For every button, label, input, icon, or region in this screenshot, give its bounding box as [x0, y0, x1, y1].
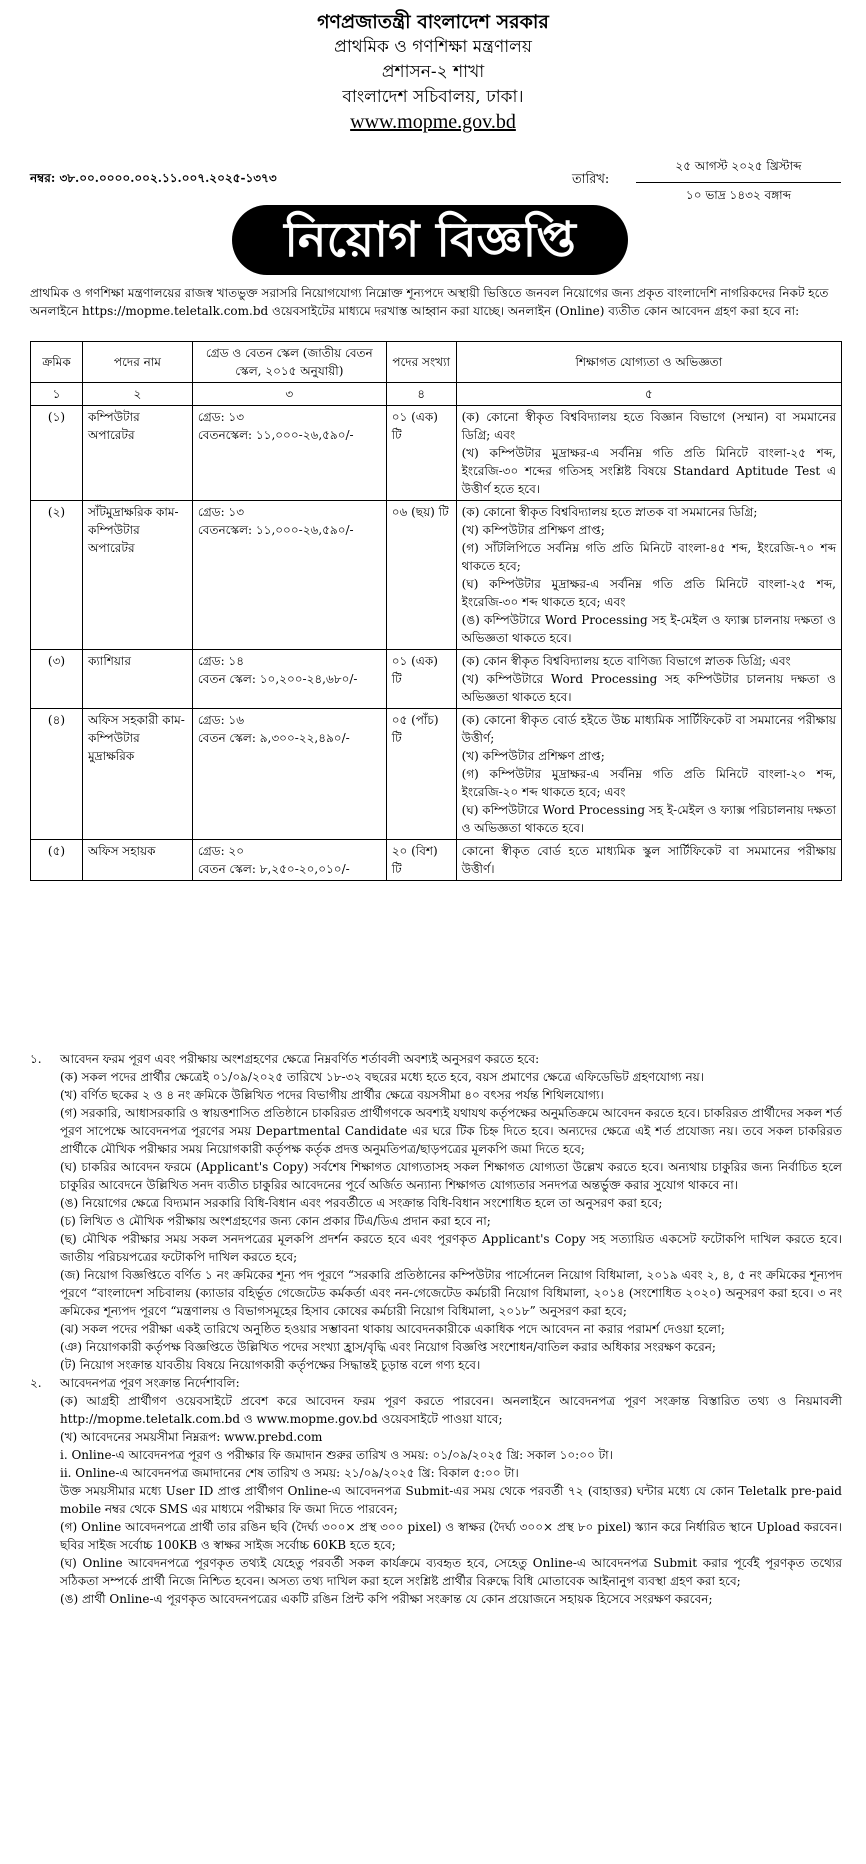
post-grade-scale [192, 840, 386, 881]
qualification-item: (ক) কোনো স্বীকৃত বিশ্ববিদ্যালয় হতে স্নাতক বা সমমানের ডিগ্রি; [461, 505, 758, 519]
column-number: ৩ [192, 383, 386, 406]
letterhead [0, 10, 866, 135]
post-qualification [456, 406, 841, 501]
qualification-item: (গ) কম্পিউটার মুদ্রাক্ষর-এ সর্বনিম্ন গতি প্রতি মিনিটে বাংলা-২০ শব্দ, ইংরেজি-২০ শব্দ থাকতে হবে; এবং [461, 767, 836, 799]
qualification-item: (খ) কম্পিউটার মুদ্রাক্ষর-এ সর্বনিম্ন গতি প্রতি মিনিটে বাংলা-২৫ শব্দ, ইংরেজি-৩০ শব্দের গতিসহ সংশ্লিষ্ট বিষয়ে Standard Aptitude Test এ উত্তীর্ণ হতে হবে। [461, 446, 836, 496]
condition-item: (চ) লিখিত ও মৌখিক পরীক্ষায় অংশগ্রহণের জন্য কোন প্রকার টিএ/ডিএ প্রদান করা হবে না; [60, 1214, 491, 1228]
post-serial: (২) [31, 501, 83, 650]
condition-item: (জ) নিয়োগ বিজ্ঞপ্তিতে বর্ণিত ১ নং ক্রমিকের শূন্য পদ পূরণে “সরকারি প্রতিষ্ঠানের কম্পিউটার পার্সোনেল নিয়োগ বিধিমালা, ২০১৯ এবং ২, ৪, ৫ নং ক্রমিকের শূন্যপদ পূরণে “বাংলাদেশ সচিবালয় (ক্যাডার বহির্ভূত গেজেটেড কর্মকর্তা এবং নন-গেজেটেড কর্মচারী নিয়োগ বিধিমালা, ২০১৪ (সংশোধিত ২০২০) অনুসরণ করা হবে। ৩ নং ক্রমিকের শূন্যপদ পূরণে “মন্ত্রণালয় ও বিভাগসমূহের হিসাব কোষের কর্মচারী নিয়োগ বিধিমালা, ২০১৮” অনুসরণ করা হবে; [60, 1268, 842, 1318]
post-count: ২০ (বিশ) টি [386, 840, 456, 881]
condition-item: (ঝ) সকল পদের পরীক্ষা একই তারিখে অনুষ্ঠিত হওয়ার সম্ভাবনা থাকায় আবেদনকারীকে একাধিক পদে আবেদন না করার পরামর্শ দেওয়া হলো; [60, 1322, 725, 1336]
post-grade: গ্রেড: ১৩ [197, 505, 245, 519]
condition-item: (গ) Online আবেদনপত্রে প্রার্থী তার রঙিন ছবি (দৈর্ঘ্য ৩০০× প্রস্থ ৩০০ pixel) ও স্বাক্ষর (দৈর্ঘ্য ৩০০× প্রস্থ ৮০ pixel) স্ক্যান করে নির্ধারিত স্থানে Upload করবেন। ছবির সাইজ সর্বোচ্চ 100KB ও স্বাক্ষর সাইজ সর্বোচ্চ 60KB হতে হবে; [60, 1520, 842, 1552]
post-grade-scale [192, 650, 386, 709]
qualification-item: (ক) কোনো স্বীকৃত বিশ্ববিদ্যালয় হতে বিজ্ঞান বিভাগে (সম্মান) বা সমমানের ডিগ্রি; এবং [461, 410, 836, 442]
header-grade-scale: গ্রেড ও বেতন স্কেল (জাতীয় বেতন স্কেল, ২০১৫ অনুযায়ী) [192, 342, 386, 383]
post-name: সাঁটমুদ্রাক্ষরিক কাম-কম্পিউটার অপারেটর [82, 501, 192, 650]
post-name: অফিস সহকারী কাম-কম্পিউটার মুদ্রাক্ষরিক [82, 709, 192, 840]
condition-body [60, 1050, 842, 1374]
post-pay-scale: বেতন স্কেল: ৮,২৫০-২০,০১০/- [197, 862, 350, 876]
condition-heading: আবেদনপত্র পূরণ সংক্রান্ত নির্দেশাবলি: [60, 1376, 240, 1390]
condition-block [30, 1050, 842, 1374]
column-number: ৪ [386, 383, 456, 406]
post-count: ০১ (এক) টি [386, 406, 456, 501]
post-grade: গ্রেড: ২০ [197, 844, 245, 858]
post-serial: (৩) [31, 650, 83, 709]
table-row [31, 709, 842, 840]
column-number: ৫ [456, 383, 841, 406]
condition-item: (ঙ) প্রার্থী Online-এ পূরণকৃত আবেদনপত্রের একটি রঙিন প্রিন্ট কপি পরীক্ষা সংক্রান্ত যে কোন প্রয়োজনে সহায়ক হিসেবে সংরক্ষণ করবেন; [60, 1592, 713, 1606]
condition-block [30, 1374, 842, 1608]
date-box [636, 158, 841, 207]
post-name: অফিস সহায়ক [82, 840, 192, 881]
qualification-item: (গ) সাঁটলিপিতে সর্বনিম্ন গতি প্রতি মিনিটে বাংলা-৪৫ শব্দ, ইংরেজি-৭০ শব্দ থাকতে হবে; [461, 541, 836, 573]
post-qualification [456, 501, 841, 650]
header-post-name: পদের নাম [82, 342, 192, 383]
post-grade: গ্রেড: ১৪ [197, 654, 245, 668]
condition-number: ১. [30, 1052, 42, 1066]
condition-number: ২. [30, 1376, 42, 1390]
post-pay-scale: বেতনস্কেল: ১১,০০০-২৬,৫৯০/- [197, 523, 354, 537]
memo-number: নম্বর: ৩৮.০০.০০০০.০০২.১১.০০৭.২০২৫-১৩৭৩ [30, 171, 277, 185]
table-row [31, 840, 842, 881]
post-qualification [456, 840, 841, 881]
condition-item: (ক) আগ্রহী প্রার্থীগণ ওয়েবসাইটে প্রবেশ করে আবেদন ফরম পূরণ করতে পারবেন। অনলাইনে আবেদনপত্র পূরণ সংক্রান্ত বিস্তারিত তথ্য ও নিয়মাবলী http://mopme.teletalk.com.bd ও www.mopme.gov.bd ওয়েবসাইটে পাওয়া যাবে; [60, 1394, 842, 1426]
intro-paragraph: প্রাথমিক ও গণশিক্ষা মন্ত্রণালয়ের রাজস্ব খাতভুক্ত সরাসরি নিয়োগযোগ্য নিম্নোক্ত শূন্যপদে অস্থায়ী ভিত্তিতে জনবল নিয়োগের জন্য প্রকৃত বাংলাদেশি নাগরিকদের নিকট হতে অনলাইনে https://mopme.teletalk.com.bd ওয়েবসাইটের মাধ্যমে দরখাস্ত আহ্বান করা যাচ্ছে। অনলাইন (Online) ব্যতীত কোন আবেদন গ্রহণ করা হবে না: [30, 286, 829, 318]
qualification-item: (ঙ) কম্পিউটারে Word Processing সহ ই-মেইল ও ফ্যাক্স চালনায় দক্ষতা ও অভিজ্ঞতা থাকতে হবে। [461, 613, 836, 645]
post-count: ০৬ (ছয়) টি [386, 501, 456, 650]
post-pay-scale: বেতনস্কেল: ১১,০০০-২৬,৫৯০/- [197, 428, 354, 442]
post-serial: (৫) [31, 840, 83, 881]
condition-item: (ছ) মৌখিক পরীক্ষার সময় সকল সনদপত্রের মূলকপি প্রদর্শন করতে হবে এবং পূরণকৃত Applicant's Copy সহ সত্যায়িত একসেট ফটোকপি দাখিল করতে হবে। জাতীয় পরিচয়পত্রের ফটোকপি দাখিল করতে হবে; [60, 1232, 842, 1264]
post-grade-scale [192, 709, 386, 840]
table-row [31, 501, 842, 650]
post-count: ০১ (এক) টি [386, 650, 456, 709]
condition-item: i. Online-এ আবেদনপত্র পূরণ ও পরীক্ষার ফি জমাদান শুরুর তারিখ ও সময়: ০১/০৯/২০২৫ খ্রি: সকাল ১০:০০ টা। [60, 1448, 613, 1462]
condition-item: (ঞ) নিয়োগকারী কর্তৃপক্ষ বিজ্ঞপ্তিতে উল্লিখিত পদের সংখ্যা হ্রাস/বৃদ্ধি এবং নিয়োগ বিজ্ঞপ্তি সংশোধন/বাতিল করার অধিকার সংরক্ষণ করেন; [60, 1340, 716, 1354]
header-qualification: শিক্ষাগত যোগ্যতা ও অভিজ্ঞতা [456, 342, 841, 383]
post-grade: গ্রেড: ১৩ [197, 410, 245, 424]
posts-table [30, 341, 842, 881]
govt-name: গণপ্রজাতন্ত্রী বাংলাদেশ সরকার [317, 11, 549, 33]
condition-item: (খ) বর্ণিত ছকের ২ ও ৪ নং ক্রমিকে উল্লিখিত পদের বিভাগীয় প্রার্থীর ক্ষেত্রে বয়সসীমা ৪০ বৎসর পর্যন্ত শিথিলযোগ্য। [60, 1088, 604, 1102]
table-row [31, 650, 842, 709]
condition-item: (খ) আবেদনের সময়সীমা নিম্নরূপ: www.prebd.com [60, 1430, 323, 1444]
post-count: ০৫ (পাঁচ) টি [386, 709, 456, 840]
condition-item: (ঙ) নিয়োগের ক্ষেত্রে বিদ্যমান সরকারি বিধি-বিধান এবং পরবর্তীতে এ সংক্রান্ত বিধি-বিধান সংশোধিত হলে তা অনুসরণ করা হবে; [60, 1196, 663, 1210]
post-pay-scale: বেতন স্কেল: ১০,২০০-২৪,৬৮০/- [197, 672, 358, 686]
condition-item: (গ) সরকারি, আধাসরকারি ও স্বায়ত্তশাসিত প্রতিষ্ঠানে চাকরিরত প্রার্থীগণকে অবশ্যই যথাযথ কর্তৃপক্ষের অনুমতিক্রমে আবেদন করতে হবে। চাকরিরত প্রার্থীদের সকল শর্ত পূরণ সাপেক্ষে আবেদনপত্র পূরণের সময় Departmental Candidate এর ঘরে টিক চিহ্ন দিতে হবে। অন্যদের ক্ষেত্রে এই শর্ত প্রযোজ্য নয়। তবে সকল চাকরিরত প্রার্থীকে মৌখিক পরীক্ষার সময় নিয়োগকারী কর্তৃপক্ষ কর্তৃক প্রদত্ত অনুমতিপত্র/ছাড়পত্রের মূলকপি জমা দিতে হবে; [60, 1106, 842, 1156]
condition-body [60, 1374, 842, 1608]
header-serial: ক্রমিক [31, 342, 83, 383]
condition-item: (ঘ) চাকরির আবেদন ফরমে (Applicant's Copy) সর্বশেষ শিক্ষাগত যোগ্যতাসহ সকল শিক্ষাগত যোগ্যতা উল্লেখ করতে হবে। অন্যথায় চাকুরির জন্য নির্বাচিত হলে চাকুরির আবেদনে উল্লিখিত সনদ ব্যতীত চাকুরির আবেদনের পূর্বে অর্জিত অন্যান্য শিক্ষাগত যোগ্যতার সনদপত্র অন্তর্ভুক্ত করার সুযোগ থাকবে না। [60, 1160, 842, 1192]
date-gregorian: ২৫ আগস্ট ২০২৫ খ্রিস্টাব্দ [636, 158, 841, 183]
ministry-website-link[interactable]: www.mopme.gov.bd [350, 111, 516, 133]
qualification-item: (খ) কম্পিউটার প্রশিক্ষণ প্রাপ্ত; [461, 749, 605, 763]
qualification-item: (ক) কোনো স্বীকৃত বোর্ড হইতে উচ্চ মাধ্যমিক সার্টিফিকেট বা সমমানের পরীক্ষায় উত্তীর্ণ; [461, 713, 836, 745]
post-serial: (১) [31, 406, 83, 501]
column-number: ১ [31, 383, 83, 406]
post-name: ক্যাশিয়ার [82, 650, 192, 709]
post-serial: (৪) [31, 709, 83, 840]
table-row [31, 406, 842, 501]
ministry-name: প্রাথমিক ও গণশিক্ষা মন্ত্রণালয় [334, 37, 532, 57]
column-number: ২ [82, 383, 192, 406]
condition-item: (ট) নিয়োগ সংক্রান্ত যাবতীয় বিষয়ে নিয়োগকারী কর্তৃপক্ষের সিদ্ধান্তই চূড়ান্ত বলে গণ্য হবে। [60, 1358, 481, 1372]
post-pay-scale: বেতন স্কেল: ৯,৩০০-২২,৪৯০/- [197, 731, 350, 745]
post-qualification [456, 709, 841, 840]
post-grade-scale [192, 406, 386, 501]
branch-name: প্রশাসন-২ শাখা [381, 62, 485, 82]
condition-item: (ক) সকল পদের প্রার্থীর ক্ষেত্রেই ০১/০৯/২০২৫ তারিখে ১৮-৩২ বছরের মধ্যে হতে হবে, বয়স প্রমাণের ক্ষেত্রে এফিডেভিট গ্রহণযোগ্য নয়। [60, 1070, 704, 1084]
qualification-item: (খ) কম্পিউটার প্রশিক্ষণ প্রাপ্ত; [461, 523, 605, 537]
post-grade: গ্রেড: ১৬ [197, 713, 245, 727]
qualification-item: (ঘ) কম্পিউটার মুদ্রাক্ষর-এ সর্বনিম্ন গতি প্রতি মিনিটে বাংলা-২৫ শব্দ, ইংরেজি-৩০ শব্দ থাকতে হবে; এবং [461, 577, 836, 609]
qualification-item: (খ) কম্পিউটারে Word Processing সহ কম্পিউটার চালনায় দক্ষতা ও অভিজ্ঞতা থাকতে হবে। [461, 672, 836, 704]
condition-item: (ঘ) Online আবেদনপত্রে পূরণকৃত তথ্যই যেহেতু পরবর্তী সকল কার্যক্রমে ব্যবহৃত হবে, সেহেতু Online-এ আবেদনপত্র Submit করার পূর্বেই পূরণকৃত তথ্যের সঠিকতা সম্পর্কে প্রার্থী নিজে নিশ্চিত হবেন। অসত্য তথ্য দাখিল করা হলে সংশ্লিষ্ট প্রার্থীর বিরুদ্ধে বিধি মোতাবেক আইনানুগ ব্যবস্থা গ্রহণ করা হবে; [60, 1556, 842, 1588]
post-qualification [456, 650, 841, 709]
qualification-item: কোনো স্বীকৃত বোর্ড হতে মাধ্যমিক স্কুল সার্টিফিকেট বা সমমানের পরীক্ষায় উত্তীর্ণ। [461, 844, 836, 876]
date-label: তারিখ: [572, 172, 610, 187]
condition-item: ii. Online-এ আবেদনপত্র জমাদানের শেষ তারিখ ও সময়: ২১/০৯/২০২৫ খ্রি: বিকাল ৫:০০ টা। [60, 1466, 519, 1480]
column-number-row [31, 383, 842, 406]
notice-banner: নিয়োগ বিজ্ঞপ্তি [232, 205, 628, 275]
header-post-count: পদের সংখ্যা [386, 342, 456, 383]
post-name: কম্পিউটার অপারেটর [82, 406, 192, 501]
table-header-row [31, 342, 842, 383]
conditions-section [30, 1050, 842, 1608]
condition-heading: আবেদন ফরম পূরণ এবং পরীক্ষায় অংশগ্রহণের ক্ষেত্রে নিম্নবর্ণিত শর্তাবলী অবশ্যই অনুসরণ করতে হবে: [60, 1052, 540, 1066]
qualification-item: (ক) কোন স্বীকৃত বিশ্ববিদ্যালয় হতে বাণিজ্য বিভাগে স্নাতক ডিগ্রি; এবং [461, 654, 791, 668]
date-bangla: ১০ ভাদ্র ১৪৩২ বঙ্গাব্দ [685, 188, 792, 202]
office-address: বাংলাদেশ সচিবালয়, ঢাকা। [342, 87, 524, 107]
qualification-item: (ঘ) কম্পিউটারে Word Processing সহ ই-মেইল ও ফ্যাক্স পরিচালনায় দক্ষতা ও অভিজ্ঞতা থাকতে হবে। [461, 803, 836, 835]
condition-item: উক্ত সময়সীমার মধ্যে User ID প্রাপ্ত প্রার্থীগণ Online-এ আবেদনপত্র Submit-এর সময় থেকে পরবর্তী ৭২ (বাহাত্তর) ঘন্টার মধ্যে যে কোন Teletalk pre-paid mobile নম্বর থেকে SMS এর মাধ্যমে পরীক্ষার ফি জমা দিতে পারবেন; [60, 1484, 842, 1516]
post-grade-scale [192, 501, 386, 650]
